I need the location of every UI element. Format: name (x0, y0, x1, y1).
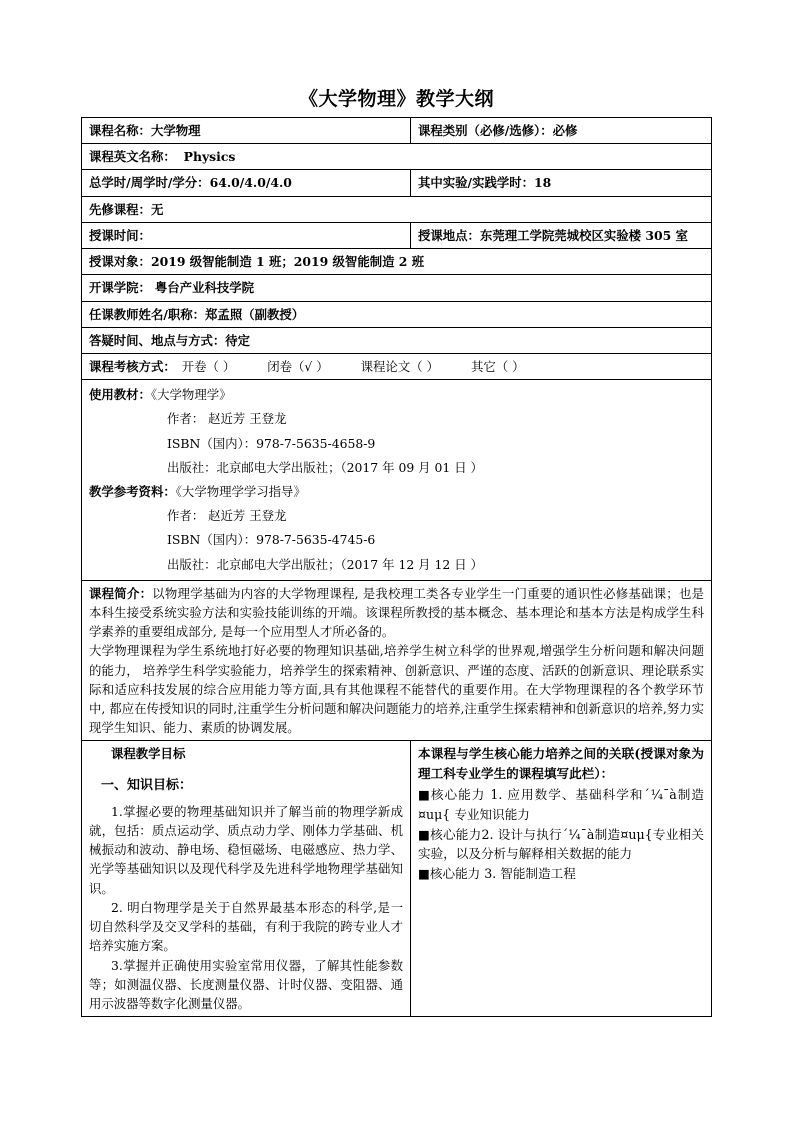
textbook-heading (89, 383, 704, 407)
assessment-option-other[interactable]: 其它（ ） (470, 358, 525, 374)
reference-isbn: ISBN（国内）：978-7-5635-4745-6 (167, 532, 376, 548)
lab-hours-value: 18 (534, 175, 552, 191)
lab-hours-label: 其中实验/实践学时： (418, 175, 535, 191)
cell-class-place (411, 222, 712, 248)
page-title: 《大学物理》教学大纲 (298, 88, 494, 110)
teacher-value: 郑孟照（副教授） (205, 306, 305, 322)
cell-prerequisite (82, 196, 712, 222)
office-hours-value: 待定 (225, 332, 251, 348)
class-time-label: 授课时间： (89, 227, 151, 243)
cell-office-hours (82, 327, 712, 353)
table-row-intro (82, 580, 712, 741)
reference-label: 教学参考资料： (89, 483, 176, 499)
table-row-audience (82, 249, 712, 275)
intro-paragraph-1 (89, 584, 704, 642)
competency-heading: 本课程与学生核心能力培养之间的关联(授课对象为理工科专业学生的课程填写此栏）： (418, 746, 704, 781)
cell-objectives (82, 741, 411, 1017)
cell-course-type (411, 118, 712, 144)
cell-audience (82, 249, 712, 275)
cell-lab-hours (411, 170, 712, 196)
hours-label: 总学时/周学时/学分： (89, 175, 210, 191)
table-row-course-name (82, 118, 712, 144)
competency-item: ■核心能力 1. 应用数学、基础科学和ˊ¼ˉà制造¤uμ{ 专业知识能力 (418, 787, 704, 822)
table-row-assessment (82, 353, 712, 379)
class-place-value: 东莞理工学院莞城校区实验楼 305 室 (479, 227, 688, 243)
objectives-item: 2. 明白物理学是关于自然界最基本形态的科学,是一切自然科学及交叉学科的基础，有利于我院的跨专业人才培养实施方案。 (89, 899, 403, 954)
objectives-item: 1.掌握必要的物理基础知识并了解当前的物理学新成就，包括：质点运动学、质点动力学、刚体力学基础、机械振动和波动、静电场、稳恒磁场、电磁感应、热力学、光学等基础知识以及现代科学及先进科学地物理学基础知识。 (89, 803, 403, 896)
course-name-label: 课程名称： (89, 123, 151, 138)
assessment-option-course-paper[interactable]: 课程论文（ ） (360, 358, 439, 374)
cell-teacher (82, 301, 712, 327)
table-row-textbooks (82, 380, 712, 581)
assessment-option-open-book[interactable]: 开卷（ ） (181, 358, 236, 374)
prereq-label: 先修课程： (89, 201, 151, 217)
reference-name: 《大学物理学学习指导》 (175, 483, 306, 499)
assessment-option-closed-book[interactable]: 闭卷（√ ） (267, 358, 329, 374)
textbook-name: 《大学物理学》 (150, 387, 232, 403)
cell-intro (82, 580, 712, 741)
table-row-english-name (82, 144, 712, 170)
cell-hours (82, 170, 411, 196)
table-row-office-hours (82, 327, 712, 353)
objectives-title: 课程教学目标 (111, 746, 186, 762)
audience-label: 授课对象： (89, 254, 151, 270)
intro-text-1: 以物理学基础为内容的大学物理课程, 是我校理工类各专业学生一门重要的通识性必修基础课；也是本科生接受系统实验方法和实验技能训练的开端。该课程所教授的基本概念、基本理论和基本方法是构成学生科学素养的重要组成部分, 是每一个应用型人才所必备的。 (89, 585, 704, 640)
prereq-value: 无 (150, 201, 164, 217)
table-row-hours (82, 170, 712, 196)
competency-item: ■核心能力2. 设计与执行ˊ¼ˉà制造¤uμ{专业相关实验，以及分析与解释相关数据的能力 (418, 826, 704, 862)
english-name-value: Physics (183, 149, 236, 165)
table-row-objectives (82, 741, 712, 1017)
table-row-college (82, 275, 712, 301)
reference-publisher: 出版社：北京邮电大学出版社；（2017 年 12 月 12 日 ） (167, 556, 483, 572)
cell-college (82, 275, 712, 301)
syllabus-table (81, 117, 712, 1017)
office-hours-label: 答疑时间、地点与方式： (89, 332, 226, 348)
cell-class-time (82, 222, 411, 248)
textbook-author: 作者： 赵近芳 王登龙 (167, 411, 287, 427)
textbook-label: 使用教材： (89, 387, 151, 403)
course-name-value: 大学物理 (150, 123, 201, 138)
audience-value: 2019 级智能制造 1 班；2019 级智能制造 2 班 (150, 254, 425, 270)
reference-heading (89, 480, 704, 504)
course-type-label: 课程类别（必修/选修）： (418, 123, 553, 138)
textbook-isbn: ISBN（国内）：978-7-5635-4658-9 (167, 435, 376, 451)
assessment-label: 课程考核方式： (89, 358, 176, 374)
teacher-label: 任课教师姓名/职称： (89, 306, 206, 322)
intro-label: 课程简介： (89, 585, 153, 601)
reference-author: 作者： 赵近芳 王登龙 (167, 508, 287, 524)
table-row-teacher (82, 301, 712, 327)
english-name-label: 课程英文名称： (89, 149, 176, 165)
course-type-value: 必修 (552, 123, 578, 138)
cell-course-name (82, 118, 411, 144)
competency-item: ■核心能力 3. 智能制造工程 (418, 865, 576, 881)
college-label: 开课学院： (89, 280, 151, 296)
table-row-class-time (82, 222, 712, 248)
college-value: 粤台产业科技学院 (154, 280, 255, 296)
table-row-prerequisite (82, 196, 712, 222)
hours-value: 64.0/4.0/4.0 (209, 175, 292, 191)
objectives-item: 3.掌握并正确使用实验室常用仪器，了解其性能参数等；如测温仪器、长度测量仪器、计时仪器、变阻器、通用示波器等数字化测量仪器。 (89, 957, 403, 1011)
cell-english-name (82, 144, 712, 170)
textbook-publisher: 出版社：北京邮电大学出版社；（2017 年 09 月 01 日 ） (167, 459, 483, 475)
intro-paragraph-2: 大学物理课程为学生系统地打好必要的物理知识基础,培养学生树立科学的世界观,增强学生分析问题和解决问题的能力， 培养学生科学实验能力，培养学生的探索精神、创新意识、严谨的态度、活跃的创新意识、理论联系实际和适应科技发展的综合应用能力等方面,具有其他课程不能替代的重要作用。在大学物理课程的各个教学环节中, 都应在传授知识的同时,注重学生分析问题和解决问题能力的培养,注重学生探索精神和创新意识的培养,努力实现学生知识、能力、素质的协调发展。 (89, 643, 704, 736)
cell-competency (411, 741, 712, 1017)
cell-assessment (82, 353, 712, 379)
objectives-section-title: 一、知识目标： (101, 777, 193, 793)
cell-textbooks (82, 380, 712, 581)
class-place-label: 授课地点： (418, 227, 480, 243)
